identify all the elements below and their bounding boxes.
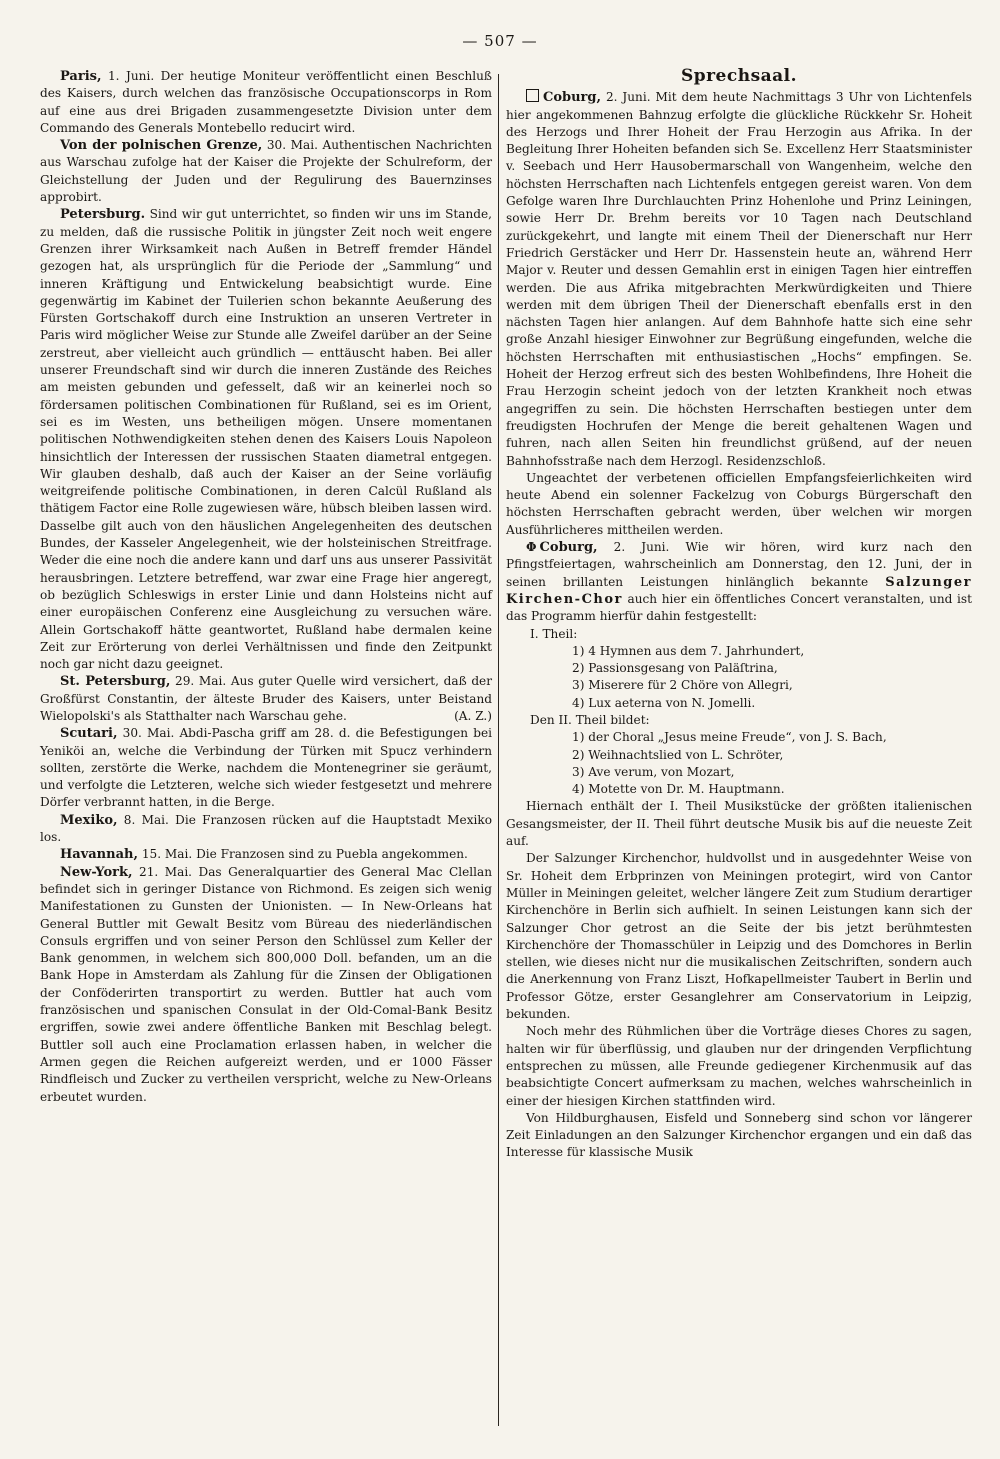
right-column [506, 68, 972, 1162]
article-text: 30. Mai. Authentischen Nachrichten aus Warschau zufolge hat der Kaiser die Projekte der Schulreform, der Gleichstellung der Juden und der Regulirung des Bauernzinses approbirt. [40, 138, 492, 205]
article-text: 1. Juni. Der heutige Moniteur veröffentlicht einen Beschluß des Kaisers, durch welchen das französische Occupationscorps in Rom auf eine aus drei Brigaden zusammengesetzte Division unter dem Commando des Generals Montebello reducirt wird. [40, 69, 492, 135]
article-mexiko [40, 812, 492, 847]
program-item: 2) Weihnachtslied von L. Schröter, [572, 747, 784, 762]
article-heading: Havannah, [60, 847, 138, 863]
article-heading: Von der polnischen Grenze, [60, 138, 263, 154]
article-new-york [40, 864, 492, 1106]
article-paragraph: Der Salzunger Kirchenchor, huldvollst und in ausgedehnter Weise von Sr. Hoheit dem Erbprinzen von Meiningen protegirt, wird von Cantor Müller in Meiningen geleitet, welcher längere Zeit zum Studium derartiger Kirchenchöre in Berlin sich aufhielt. In seinen Leistungen kann sich der Salzunger Chor getrost an die Seite der bis jetzt berühmtesten Kirchenchöre der Thomasschüler in Leipzig und des Domchores in Berlin stellen, wie dieses nicht nur die musikalischen Zeitschriften, sondern auch die Anerkennung von Franz Liszt, Hofkapellmeister Taubert in Berlin und Professor Götze, erster Gesanglehrer am Conservatorium in Leipzig, bekunden. [506, 851, 972, 1022]
article-heading: Scutari, [60, 726, 118, 742]
article-paragraph: Noch mehr des Rühmlichen über die Vorträge dieses Chores zu sagen, halten wir für überflüssig, und glauben nur der dringenden Verpflichtung entsprechen zu müssen, alle Freunde gediegener Kirchenmusik auf das beabsichtigte Concert aufmerksam zu machen, welches wahrscheinlich in einer der hiesigen Kirchen stattfinden wird. [506, 1024, 972, 1108]
article-heading: Petersburg. [60, 207, 146, 223]
article-text: 21. Mai. Das Generalquartier des General Mac Clellan befindet sich in geringer Distance von Richmond. Es zeigen sich wenig Manifestationen zu Gunsten der Unionisten. — In New-Orleans hat General Buttler mit Gewalt Besitz vom Büreau des niederländischen Consuls ergriffen und von seiner Person den Schlüssel zum Keller der Bank genommen, in welchem sich 800,000 Doll. befanden, um an die Bank Hope in Amsterdam als Zahlung für die Zinsen der Obligationen der Conföderirten transportirt zu werden. Buttler hat auch vom französischen und spanischen Consulat in der Old-Comal-Bank Besitz ergriffen, sowie zwei andere öffentliche Banken mit Beschlag belegt. Buttler soll auch eine Proclamation erlassen haben, in welcher die Armen gegen die Reichen aufgereizt werden, und er 1000 Fässer Rindfleisch und Zucker zu vertheilen verspricht, welche zu New-Orleans erbeutet wurden. [40, 864, 492, 1104]
article-text: 15. Mai. Die Franzosen sind zu Puebla angekommen. [138, 847, 468, 862]
article-heading: New-York, [60, 864, 133, 880]
article-heading: Coburg, [543, 90, 602, 106]
program-item: 3) Ave verum, von Mozart, [572, 764, 735, 779]
article-text: auch hier ein öffentliches Concert veranstalten, und ist das Programm hierfür dahin festgestellt: [506, 591, 972, 624]
choir-name: Salzunger Kirchen-Chor [506, 574, 972, 607]
article-paris [40, 68, 492, 137]
article-havannah [40, 846, 492, 863]
article-heading: Mexiko, [60, 812, 118, 828]
program-item: 4) Motette von Dr. M. Hauptmann. [572, 782, 785, 797]
article-scutari [40, 725, 492, 811]
section-title: Sprechsaal. [680, 66, 798, 86]
page-number: — 507 — [462, 32, 538, 50]
article-heading: Paris, [60, 69, 102, 84]
article-coburg-return [506, 89, 972, 470]
article-text: 29. Mai. Aus guter Quelle wird versichert, daß der Großfürst Constantin, der älteste Bruder des Kaisers, unter Beistand Wielopolski's als Statthalter nach Warschau gehe. [40, 674, 492, 723]
article-polish-border [40, 137, 492, 206]
article-heading: Coburg, [539, 540, 598, 556]
program-part-label: I. Theil: [530, 626, 578, 641]
phi-marker-icon: Φ [526, 540, 537, 555]
program-item: 2) Passionsgesang von Paläſtrina, [572, 661, 778, 676]
article-paragraph: Hiernach enthält der I. Theil Musikstücke der größten italienischen Gesangsmeister, der II. Theil führt deutsche Musik bis auf die neueste Zeit auf. [506, 799, 972, 849]
column-divider [498, 74, 499, 1426]
article-paragraph: Ungeachtet der verbetenen officiellen Empfangsfeierlichkeiten wird heute Abend ein solenner Fackelzug von Coburgs Bürgerschaft den höchsten Herrschaften gebracht werden, über welchen wir morgen Ausführlicheres mittheilen werden. [506, 470, 972, 537]
left-column [40, 68, 492, 1106]
article-text: Sind wir gut unterrichtet, so finden wir uns im Stande, zu melden, daß die russische Politik in jüngster Zeit noch weit engere Grenzen ihrer Wirksamkeit nach Außen in Betreff fremder Händel gezogen hat, als ursprünglich für die Periode der „Sammlung“ und inneren Kräftigung und Entwickelung beabsichtigt wurde. Eine gegenwärtig im Kabinet der Tuilerien schon bekannte Aeußerung des Fürsten Gortschakoff durch eine Instruktion an unseren Vertreter in Paris wird möglicher Weise zur Stunde alle Zweifel darüber an der Seine zerstreut, aber vielleicht auch gründlich — enttäuscht haben. Bei aller unserer Freundschaft sind wir durch die inneren Zustände des Reiches am meisten gebunden und gefesselt, daß wir an keinerlei noch so fördersamen politischen Combinationen für Rußland, sei es im Orient, sei es im Westen, uns betheiligen mögen. Unsere momentanen politischen Nothwendigkeiten stehen denen des Kaisers Louis Napoleon hinsichtlich der Interessen der russischen Staaten diametral entgegen. Wir glauben deshalb, daß auch der Kaiser an der Seine vorläufig weitgreifende politische Combinationen, in deren Calcül Rußland als thätigem Factor eine Rolle zugewiesen wäre, hübsch bleiben lassen wird. Dasselbe gilt auch von den häuslichen Angelegenheiten des deutschen Bundes, der Kasseler Angelegenheit, wie der holsteinischen Streitfrage. Weder die eine noch die andere kann und darf uns aus unserer Passivität herausbringen. Letztere betreffend, war zwar eine Frage hier angeregt, ob bezüglich Schleswigs in erster Linie und dann Holsteins nicht auf einer europäischen Conferenz eine Ausgleichung zu versuchen wäre. Allein Gortschakoff hätte geantwortet, Rußland habe dermalen keine Zeit zur Erörterung von derlei Verhältnissen und finde den Zeitpunkt noch gar nicht dazu geeignet. [40, 207, 492, 672]
article-coburg-concert [506, 539, 972, 625]
article-text: 8. Mai. Die Franzosen rücken auf die Hauptstadt Mexiko los. [40, 812, 492, 845]
article-text: 30. Mai. Abdi-Pascha griff am 28. d. die Befestigungen bei Yeniköi an, welche die Verbindung der Türken mit Spucz verhindern sollten, zerstörte die Werke, nachdem die Montenegriner sie geräumt, und verfolgte die Letzteren, welche sich wieder festgesetzt und mehrere Dörfer verbrannt hatten, in die Berge. [40, 726, 492, 810]
program-item: 1) der Choral „Jesus meine Freude“, von J. S. Bach, [572, 730, 887, 745]
article-text: 2. Juni. Wie wir hören, wird kurz nach den Pfingstfeiertagen, wahrscheinlich am Donnerstag, den 12. Juni, der in seinen brillanten Leistungen hinlänglich bekannte [506, 540, 972, 589]
box-marker-icon [526, 89, 539, 102]
program-part-label: Den II. Theil bildet: [530, 712, 650, 727]
article-petersburg [40, 206, 492, 673]
article-heading: St. Petersburg, [60, 674, 171, 690]
article-st-petersburg [40, 673, 492, 725]
article-paragraph: Von Hildburghausen, Eisfeld und Sonneberg sind schon vor längerer Zeit Einladungen an den Salzunger Kirchenchor ergangen und ein daß das Interesse für klassische Musik [506, 1110, 972, 1160]
article-text: 2. Juni. Mit dem heute Nachmittags 3 Uhr von Lichtenfels hier angekommenen Bahnzug erfolgte die glückliche Rückkehr Sr. Hoheit des Herzogs und Ihrer Hoheit der Frau Herzogin aus Afrika. In der Begleitung Ihrer Hoheiten befanden sich Se. Excellenz Herr Staatsminister v. Seebach und Herr Hausobermarschall von Wangenheim, welche den höchsten Herrschaften nach Lichtenfels entgegen gereist waren. Von dem Gefolge waren Ihre Durchlauchten Prinz Hohenlohe und Prinz Leiningen, sowie Herr Dr. Brehm bereits vor 10 Tagen nach Deutschland zurückgekehrt, und langte mit einem Theil der Dienerschaft nur Herr Friedrich Gerstäcker und Herr Dr. Hassenstein heute an, während Herr Major v. Reuter und dessen Gemahlin erst in einigen Tagen hier eintreffen werden. Die aus Afrika mitgebrachten Merkwürdigkeiten und Thiere werden mit dem übrigen Theil der Dienerschaft ebenfalls erst in den nächsten Tagen hier anlangen. Auf dem Bahnhofe hatte sich eine sehr große Anzahl hiesiger Einwohner zur Begrüßung eingefunden, welche die höchsten Herrschaften mit enthusiastischen „Hochs“ empfingen. Se. Hoheit der Herzog erfreut sich des besten Wohlbefindens, Ihre Hoheit die Frau Herzogin scheint jedoch von der letzten Krankheit noch etwas angegriffen zu sein. Die höchsten Herrschaften bestiegen unter dem freudigsten Hochrufen der Menge die bereit gehaltenen Wagen und fuhren, nach allen Seiten hin freundlichst grüßend, auf der neuen Bahnhofsstraße nach dem Herzogl. Residenzschloß. [506, 90, 972, 468]
program-item: 3) Miserere für 2 Chöre von Allegri, [572, 678, 793, 693]
program-item: 1) 4 Hymnen aus dem 7. Jahrhundert, [572, 643, 805, 658]
program-item: 4) Lux aeterna von N. Jomelli. [572, 695, 756, 710]
source-tag: (A. Z.) [454, 708, 492, 723]
